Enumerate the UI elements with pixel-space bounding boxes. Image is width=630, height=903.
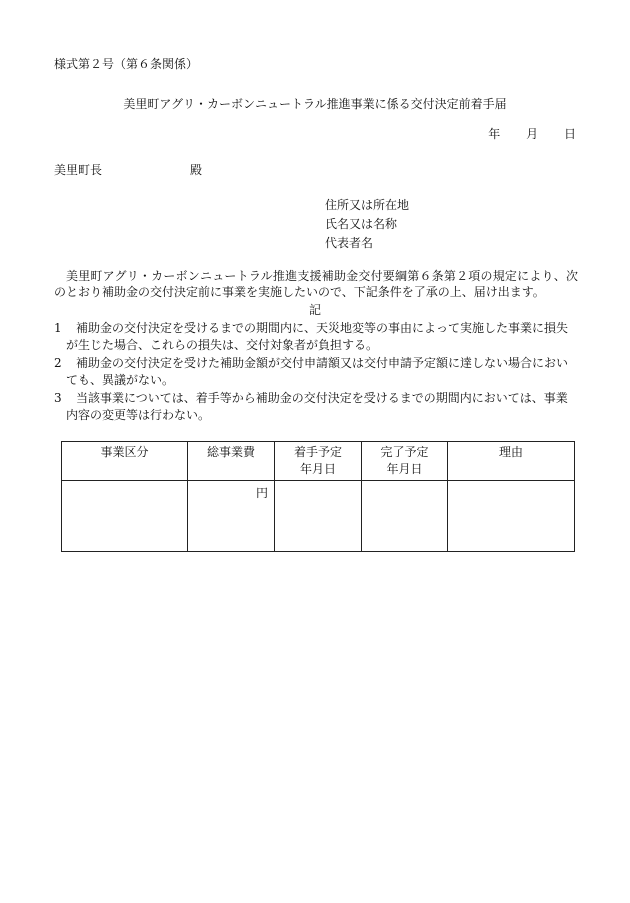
header-reason: 理由 — [448, 442, 575, 481]
condition-item — [54, 390, 578, 424]
applicant-name-label: 氏名又は名称 — [325, 217, 398, 231]
table-row — [62, 481, 575, 552]
form-number: 様式第２号（第６条関係） — [54, 57, 199, 71]
condition-number: 1 — [54, 321, 62, 335]
body-paragraph: 美里町アグリ・カーボンニュートラル推進支援補助金交付要綱第６条第２項の規定により、次のとおり補助金の交付決定前に事業を実施したいので、下記条件を了承の上、届け出ます。 — [54, 269, 578, 299]
date-day: 日 — [563, 127, 576, 141]
date-year: 年 — [488, 127, 501, 141]
cell-completion-date[interactable] — [362, 481, 448, 552]
addressee-name: 美里町長 — [54, 163, 103, 177]
header-start-date: 着手予定 年月日 — [275, 442, 362, 481]
date-line — [488, 126, 576, 142]
condition-item — [54, 355, 578, 389]
header-completion-date: 完了予定 年月日 — [362, 442, 448, 481]
condition-text: 補助金の交付決定を受けた補助金額が交付申請額又は交付申請予定額に達しない場合においても、異議がない。 — [66, 356, 569, 387]
cell-total-cost[interactable] — [188, 481, 275, 552]
applicant-address-label: 住所又は所在地 — [325, 198, 410, 212]
addressee — [54, 162, 203, 178]
date-month: 月 — [526, 127, 539, 141]
cell-start-date[interactable] — [275, 481, 362, 552]
condition-item — [54, 320, 578, 354]
yen-unit: 円 — [255, 486, 268, 500]
cell-project-category[interactable] — [62, 481, 188, 552]
condition-number: 3 — [54, 391, 62, 405]
table-header-row — [62, 442, 575, 481]
project-table — [61, 441, 575, 552]
document-title: 美里町アグリ・カーボンニュートラル推進事業に係る交付決定前着手届 — [123, 97, 507, 111]
condition-text: 当該事業については、着手等から補助金の交付決定を受けるまでの期間内においては、事業内容の変更等は行わない。 — [66, 391, 568, 422]
addressee-honorific: 殿 — [190, 163, 203, 177]
header-project-category: 事業区分 — [62, 442, 188, 481]
ki-heading: 記 — [308, 303, 321, 317]
applicant-representative-label: 代表者名 — [325, 236, 374, 250]
condition-number: 2 — [54, 356, 62, 370]
condition-text: 補助金の交付決定を受けるまでの期間内に、天災地変等の事由によって実施した事業に損失が生じた場合、これらの損失は、交付対象者が負担する。 — [66, 321, 569, 352]
cell-reason[interactable] — [448, 481, 575, 552]
header-total-cost: 総事業費 — [188, 442, 275, 481]
